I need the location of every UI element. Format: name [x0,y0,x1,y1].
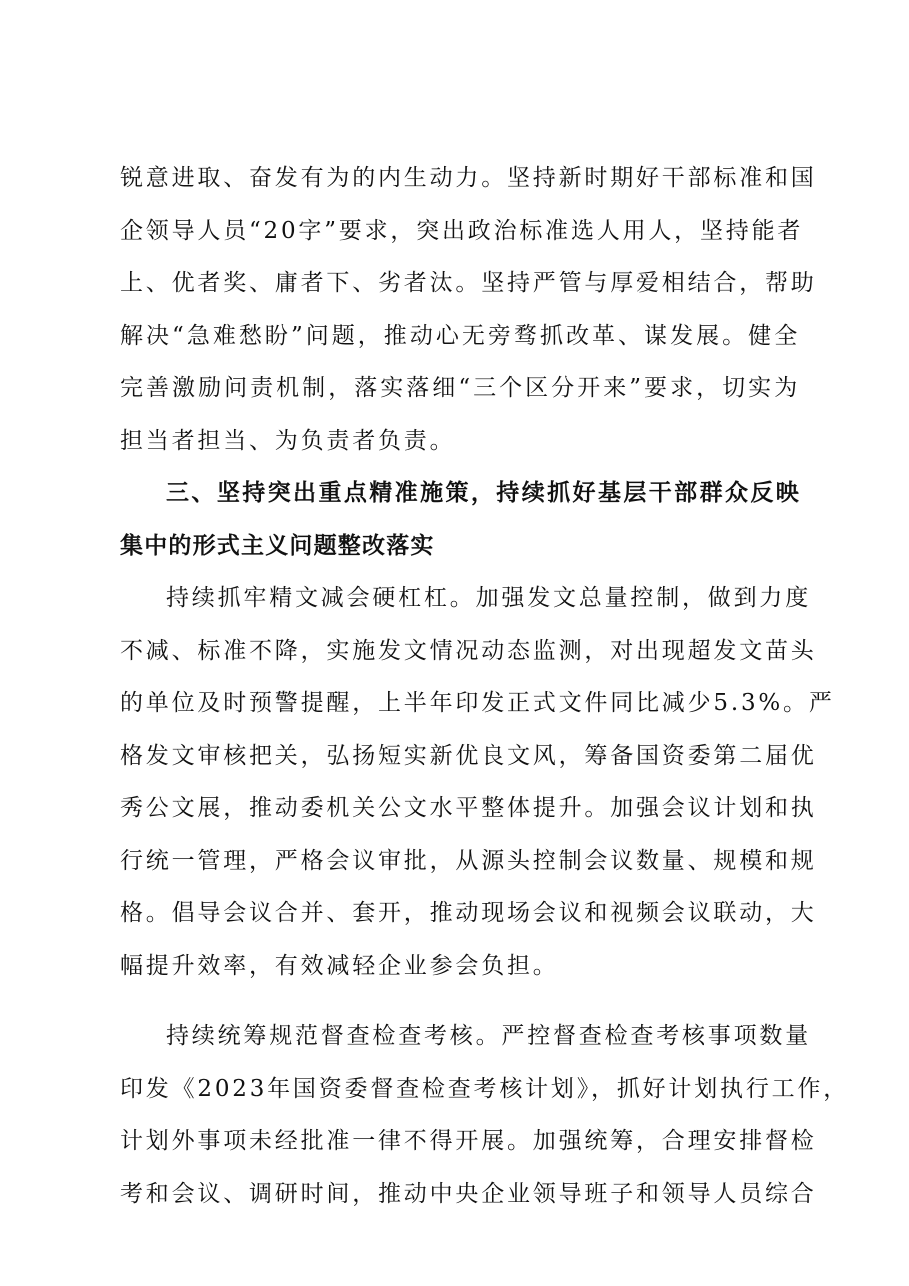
paragraph-inspections [120,1010,850,1220]
paragraph-spacer [120,992,800,1010]
text-line: 企领导人员“20字”要求，突出政治标准选人用人，坚持能者 [120,217,804,244]
text-line: 持续统筹规范督查检查考核。严控督查检查考核事项数量 [166,1023,811,1049]
paragraph-incentive [120,152,817,467]
text-line: 计划外事项未经批准一律不得开展。加强统筹，合理安排督检 [120,1128,817,1154]
text-line: 担当者担当、为负责者负责。 [120,427,456,454]
heading-line: 三、坚持突出重点精准施策，持续抓好基层干部群众反映 [166,480,800,506]
text-line: 锐意进取、奋发有为的内生动力。坚持新时期好干部标准和国 [120,165,817,191]
paragraph-documents-meetings [120,572,835,992]
text-line: 不减、标准不降，实施发文情况动态监测，对出现超发文苗头 [120,637,817,664]
text-line: 行统一管理，严格会议审批，从源头控制会议数量、规模和规 [120,847,817,874]
text-line: 持续抓牢精文减会硬杠杠。加强发文总量控制，做到力度 [166,585,811,611]
text-line: 解决“急难愁盼”问题，推动心无旁骛抓改革、谋发展。健全 [120,322,800,349]
text-line: 幅提升效率，有效减轻企业参会负担。 [120,952,559,979]
text-line: 考和会议、调研时间，推动中央企业领导班子和领导人员综合 [120,1180,817,1207]
section-heading [120,467,800,572]
text-line: 上、优者奖、庸者下、劣者汰。坚持严管与厚爱相结合，帮助 [120,270,817,296]
text-line: 秀公文展，推动委机关公文水平整体提升。加强会议计划和执 [120,795,817,821]
text-line: 的单位及时预警提醒，上半年印发正式文件同比减少5.3%。严 [120,690,835,716]
document-body [120,152,850,1220]
text-line: 印发《2023年国资委督查检查考核计划》，抓好计划执行工作， [120,1075,850,1102]
text-line: 格发文审核把关，弘扬短实新优良文风，筹备国资委第二届优 [120,742,817,769]
text-line: 完善激励问责机制，落实落细“三个区分开来”要求，切实为 [120,375,800,401]
heading-line: 集中的形式主义问题整改落实 [120,532,435,559]
text-line: 格。倡导会议合并、套开，推动现场会议和视频会议联动，大 [120,900,817,926]
